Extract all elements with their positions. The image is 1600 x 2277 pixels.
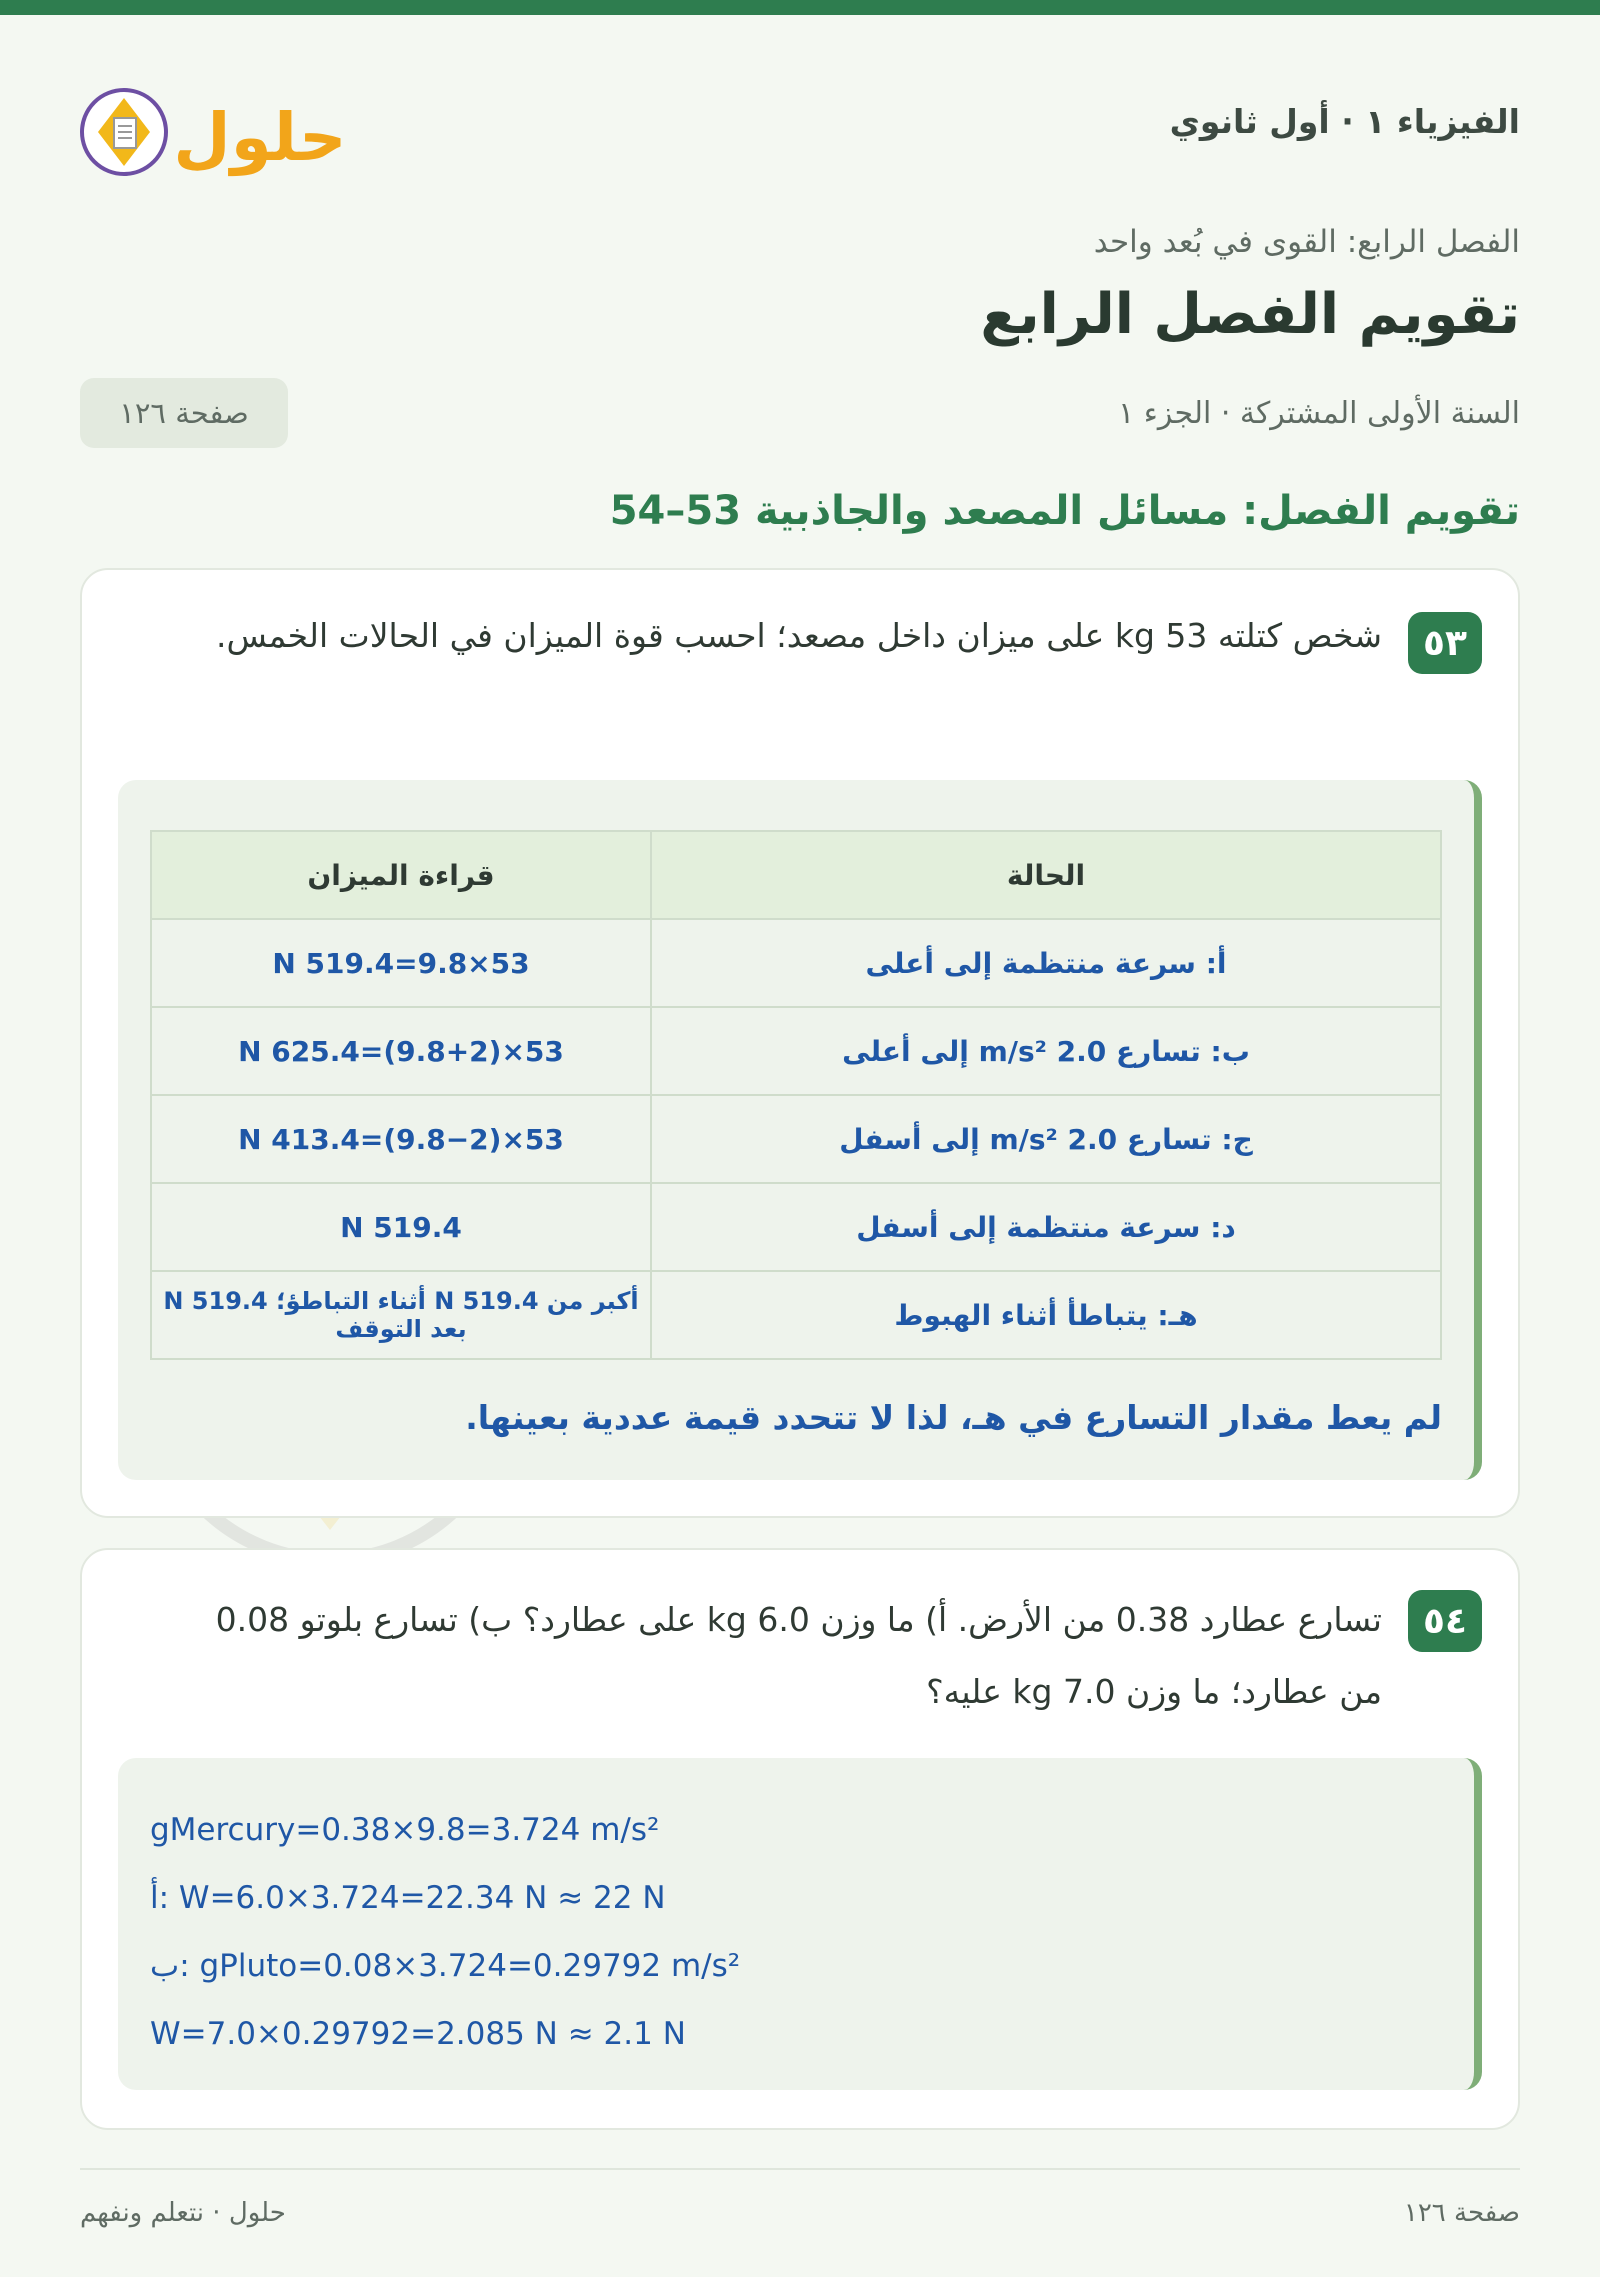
- table-header-cell: قراءة الميزان: [151, 831, 651, 919]
- solution-line: gMercury=0.38×9.8=3.724 m/s²: [150, 1812, 660, 1848]
- question-card-53: [80, 568, 1520, 1518]
- table-cell: أ: سرعة منتظمة إلى أعلى: [651, 919, 1441, 1007]
- table-row: [151, 1271, 1441, 1359]
- page-header: [80, 60, 1520, 180]
- table-cell: N 413.4=(9.8−2)×53: [151, 1095, 651, 1183]
- hulul-logo: [80, 68, 350, 178]
- answer-note: لم يعط مقدار التسارع في هـ، لذا لا تتحدد قيمة عددية بعينها.: [465, 1398, 1442, 1437]
- table-header-cell: الحالة: [651, 831, 1441, 919]
- page-number-pill: صفحة ١٢٦: [80, 378, 288, 448]
- table-cell: د: سرعة منتظمة إلى أسفل: [651, 1183, 1441, 1271]
- table-header-row: [151, 831, 1441, 919]
- question-number-badge: ٥٣: [1408, 612, 1482, 674]
- table-row: [151, 1007, 1441, 1095]
- section-title: تقويم الفصل: مسائل المصعد والجاذبية 53–54: [609, 488, 1520, 534]
- page-title: تقويم الفصل الرابع: [980, 282, 1520, 347]
- table-cell: ب: تسارع m/s² 2.0 إلى أعلى: [651, 1007, 1441, 1095]
- question-number-badge: ٥٤: [1408, 1590, 1482, 1652]
- table-row: [151, 1183, 1441, 1271]
- table-cell: N 625.4=(9.8+2)×53: [151, 1007, 651, 1095]
- table-row: [151, 1095, 1441, 1183]
- question-text: شخص كتلته 53 kg على ميزان داخل مصعد؛ احسب قوة الميزان في الحالات الخمس.: [215, 616, 1382, 655]
- answer-box: [118, 780, 1482, 1480]
- table-cell: أكبر من N 519.4 أثناء التباطؤ؛ N 519.4 بعد التوقف: [151, 1271, 651, 1359]
- table-cell: N 519.4: [151, 1183, 651, 1271]
- footer-brand: حلول · نتعلم ونفهم: [80, 2198, 286, 2228]
- subject-label: الفيزياء ١ · أول ثانوي: [1169, 102, 1520, 141]
- logo-wordmark: حلول: [173, 99, 347, 176]
- footer-page-number: صفحة ١٢٦: [1403, 2198, 1520, 2228]
- question-text: تسارع عطارد 0.38 من الأرض. أ) ما وزن 6.0 kg على عطارد؟ ب) تسارع بلوتو 0.08 من عطارد؛ ما وزن 7.0 kg عليه؟: [215, 1600, 1382, 1711]
- solution-line: ب: gPluto=0.08×3.724=0.29792 m/s²: [150, 1948, 741, 1984]
- solution-lines: [150, 1796, 740, 2068]
- table-cell: ج: تسارع m/s² 2.0 إلى أسفل: [651, 1095, 1441, 1183]
- top-accent-bar: [0, 0, 1600, 15]
- answer-box: [118, 1758, 1482, 2090]
- question-card-54: [80, 1548, 1520, 2130]
- table-row: [151, 919, 1441, 1007]
- solution-line: W=7.0×0.29792=2.085 N ≈ 2.1 N: [150, 2016, 686, 2052]
- results-table: [150, 830, 1442, 1360]
- chapter-meta: السنة الأولى المشتركة · الجزء ١: [1118, 396, 1520, 431]
- footer-divider: [80, 2168, 1520, 2170]
- table-cell: هـ: يتباطأ أثناء الهبوط: [651, 1271, 1441, 1359]
- solution-line: أ: W=6.0×3.724=22.34 N ≈ 22 N: [150, 1880, 666, 1916]
- table-cell: N 519.4=9.8×53: [151, 919, 651, 1007]
- chapter-subtitle: الفصل الرابع: القوى في بُعد واحد: [1093, 224, 1520, 260]
